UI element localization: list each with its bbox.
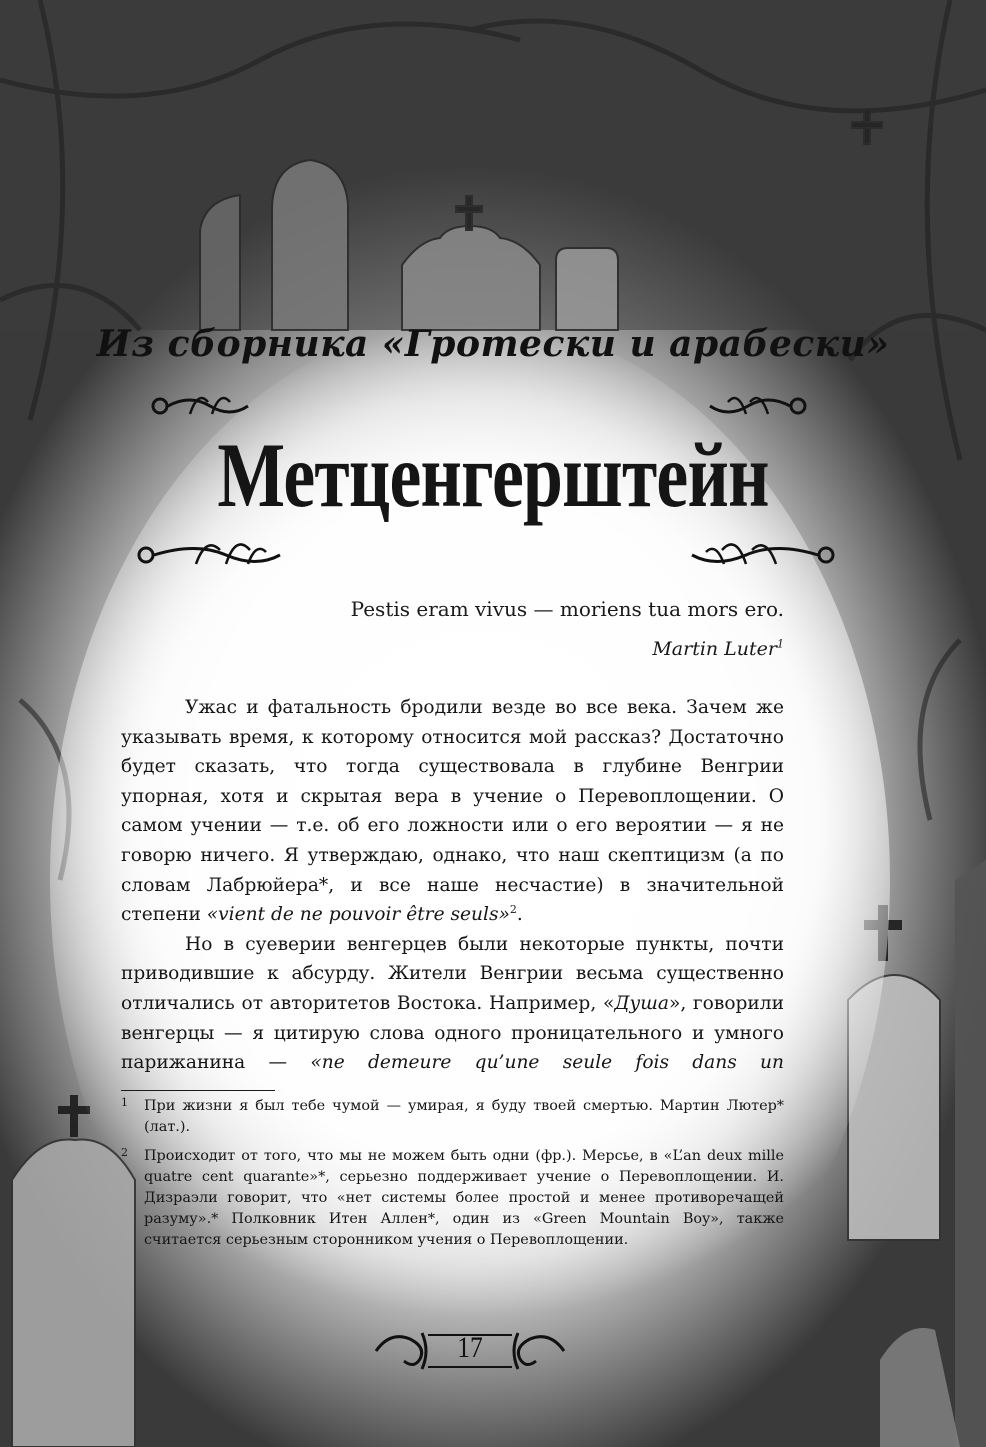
footnote-divider [121,1090,275,1091]
footnote-text: При жизни я был тебе чумой — умирая, я буду твоей смертью. Мартин Лютер* (лат.). [144,1098,784,1135]
paragraph-1-end: . [516,904,523,926]
collection-title: Из сборника «Гротески и арабески» [96,323,890,365]
ornament-bottom-left-icon [136,530,282,580]
footnote-text: Происходит от того, что мы не можем быть одни (фр.). Мерсье, в «L’an deux mille quatre cent quarante»*, серьезно поддерживает учение о Перевоплощении. И. Дизраэли говорит, что «нет системы более простой и менее противоречащей разуму».* Полковник Итен Аллен*, один из «Green Mountain Boy», также считается серьезным сторонником учения о Перевоплощении. [144,1148,784,1248]
paragraph-1 [121,693,784,930]
footnote-2 [121,1146,784,1251]
footnote-number: 1 [121,1096,128,1109]
paragraph-2-text-2: », говорили венгерцы — я цитирую слова одного проницательного и умного парижанина — [121,992,785,1074]
epigraph-author-name: Martin Luter [652,638,777,660]
epigraph-author [300,638,784,660]
paragraph-2-text-1: Но в суеверии венгерцев были некоторые пункты, почти приводившие к абсурду. Жители Венгрии весьма существенно отличались от авторитетов Востока. Например, « [121,933,784,1014]
paragraph-1-italic: «vient de ne pouvoir être seuls» [206,904,510,926]
tombstone-bottom-right [880,1328,960,1447]
paragraph-2-italic-1: Душа [614,992,669,1014]
story-title: Метценгерштейн [217,424,769,526]
footnotes [121,1096,784,1259]
story-body [121,693,784,1078]
paragraph-2 [121,930,784,1078]
footnote-1 [121,1096,784,1138]
ornament-bottom-right-icon [690,530,836,580]
footnote-ref-1[interactable]: 1 [777,637,784,651]
footnote-ref-2[interactable]: 2 [509,902,517,916]
page-number: 17 [457,1331,483,1364]
epigraph-quote: Pestis eram vivus — moriens tua mors ero. [350,597,784,621]
paragraph-1-text: Ужас и фатальность бродили везде во все века. Зачем же указывать время, к которому относится мой рассказ? Достаточно будет сказать, что тогда существовала в глубине Венгрии упорная, хотя и скрытая вера в учение о Перевоплощении. О самом учении — т.е. об его ложности или о его вероятии — я не говорю ничего. Я утверждаю, однако, что наш скептицизм (а по словам Лабрюйера*, и все наше несчастие) в значительной степени [121,697,784,926]
footnote-number: 2 [121,1146,128,1159]
paragraph-2-italic-2: «ne demeure qu’une seule fois dans un [310,1052,784,1074]
page-number-frame [370,1325,570,1377]
